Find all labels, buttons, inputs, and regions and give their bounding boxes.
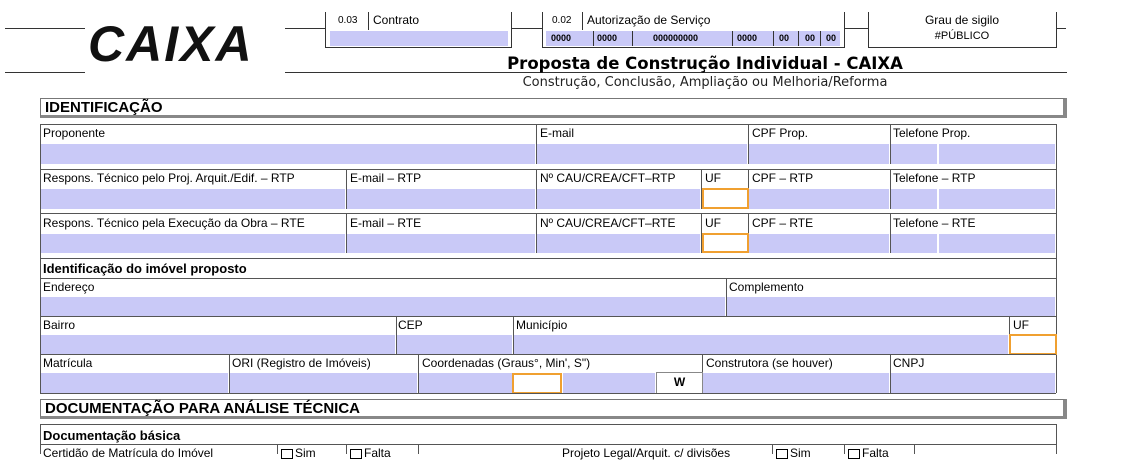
contrato-field[interactable] (330, 31, 508, 46)
uf-rtp-field[interactable] (702, 188, 749, 209)
cell-divider (772, 444, 773, 454)
uf-rte-label: UF (705, 216, 721, 230)
grau-label: Grau de sigilo (924, 13, 1000, 27)
divider (798, 31, 799, 46)
cpf-rte-label: CPF – RTE (752, 216, 814, 230)
crea-rte-field[interactable] (537, 234, 700, 253)
email-rtp-field[interactable] (347, 189, 535, 209)
cpf-rte-field[interactable] (749, 234, 889, 253)
divider (593, 31, 594, 46)
email-label: E-mail (540, 126, 575, 140)
autorizacao-digit: 0000 (551, 33, 572, 43)
sim-label: Sim (790, 446, 811, 460)
doc-item-projeto: Projeto Legal/Arquit. c/ divisões (562, 446, 731, 460)
table-border (1056, 258, 1057, 393)
falta-checkbox-2[interactable] (848, 446, 889, 460)
proponente-label: Proponente (43, 126, 106, 140)
ddd-rte-field[interactable] (891, 234, 937, 253)
rtp-label: Respons. Técnico pelo Proj. Arquit./Edif. – RTP (43, 171, 295, 185)
cpf-prop-field[interactable] (749, 144, 889, 164)
autorizacao-label: Autorização de Serviço (587, 13, 711, 27)
divider (511, 12, 512, 48)
divider (325, 47, 511, 48)
divider (368, 12, 369, 30)
header-rule (5, 72, 85, 73)
divider (773, 31, 774, 46)
crea-rte-label: Nº CAU/CREA/CFT–RTE (540, 216, 676, 230)
section-documentacao: DOCUMENTAÇÃO PARA ANÁLISE TÉCNICA (40, 399, 1067, 419)
cell-divider (418, 444, 419, 454)
municipio-label: Município (516, 318, 568, 332)
divider (844, 28, 868, 29)
uf-rtp-label: UF (705, 171, 721, 185)
divider (820, 31, 821, 46)
row-border (40, 424, 1056, 425)
telefone-prop-field[interactable] (939, 144, 1055, 164)
coordenadas-label: Coordenadas (Graus°, Min', S") (422, 356, 591, 370)
contrato-label: Contrato (373, 13, 420, 27)
contrato-code: 0.03 (338, 15, 358, 26)
doc-item-matricula: Certidão de Matrícula do Imóvel (43, 446, 214, 460)
row-border (40, 316, 1056, 317)
cep-label: CEP (398, 318, 423, 332)
cpf-rtp-field[interactable] (749, 189, 889, 209)
imovel-title: Identificação do imóvel proposto (43, 261, 247, 276)
row-border (40, 354, 1056, 355)
divider (511, 28, 542, 29)
autorizacao-digit: 000000000 (653, 33, 699, 43)
coordenadas-w-label: W (656, 372, 703, 394)
ori-field[interactable] (230, 373, 417, 393)
page-title: Proposta de Construção Individual - CAIXA (507, 54, 903, 73)
matricula-field[interactable] (41, 373, 228, 393)
row-border (40, 169, 1056, 170)
complemento-label: Complemento (729, 280, 804, 294)
autorizacao-digit: 00 (805, 33, 816, 43)
divider (542, 47, 844, 48)
divider (1056, 12, 1057, 48)
municipio-field[interactable] (514, 335, 1008, 354)
uf-imovel-field[interactable] (1009, 334, 1057, 355)
falta-checkbox[interactable] (350, 446, 391, 460)
cell-divider (346, 444, 347, 454)
sim-checkbox-2[interactable] (776, 446, 811, 460)
falta-label: Falta (862, 446, 889, 460)
divider (325, 12, 326, 48)
divider (868, 47, 1056, 48)
telefone-rtp-label: Telefone – RTP (893, 171, 976, 185)
cell-divider (914, 444, 915, 454)
autorizacao-digit: 00 (826, 33, 837, 43)
divider (582, 12, 583, 30)
endereco-label: Endereço (43, 280, 95, 294)
email-rte-field[interactable] (347, 234, 535, 253)
complemento-field[interactable] (727, 297, 1055, 316)
cnpj-label: CNPJ (893, 356, 925, 370)
row-border (40, 258, 1056, 259)
rte-field[interactable] (41, 234, 345, 253)
divider (1056, 28, 1066, 29)
crea-rtp-field[interactable] (537, 189, 700, 209)
cep-field[interactable] (397, 335, 512, 354)
divider (732, 31, 733, 46)
rte-label: Respons. Técnico pela Execução da Obra – RTE (43, 216, 305, 230)
endereco-field[interactable] (41, 297, 725, 316)
crea-rtp-label: Nº CAU/CREA/CFT–RTP (540, 171, 676, 185)
sim-checkbox[interactable] (281, 446, 316, 460)
table-border (1056, 124, 1057, 264)
bairro-label: Bairro (43, 318, 76, 332)
row-border (40, 278, 1056, 279)
coordenadas-graus-field[interactable] (419, 373, 512, 393)
cnpj-field[interactable] (891, 373, 1055, 393)
divider (844, 12, 845, 48)
header-rule (285, 28, 325, 29)
autorizacao-code: 0.02 (552, 15, 572, 26)
coordenadas-min-field[interactable] (512, 373, 562, 394)
row-border (40, 393, 1056, 394)
table-border (1056, 424, 1057, 454)
telefone-rte-label: Telefone – RTE (893, 216, 976, 230)
table-border (40, 424, 41, 454)
ddd-rtp-field[interactable] (891, 189, 937, 209)
matricula-label: Matrícula (43, 356, 93, 370)
ori-label: ORI (Registro de Imóveis) (232, 356, 371, 370)
divider (632, 31, 633, 46)
autorizacao-digit: 00 (779, 33, 790, 43)
sim-label: Sim (295, 446, 316, 460)
section-identificacao: IDENTIFICAÇÃO (40, 98, 1067, 118)
falta-label: Falta (364, 446, 391, 460)
email-rte-label: E-mail – RTE (350, 216, 422, 230)
row-border (40, 444, 1056, 445)
autorizacao-digit: 0000 (597, 33, 618, 43)
telefone-prop-label: Telefone Prop. (893, 126, 971, 140)
cpf-rtp-label: CPF – RTP (752, 171, 814, 185)
autorizacao-digit: 0000 (737, 33, 758, 43)
telefone-rte-field[interactable] (939, 234, 1055, 253)
cell-divider (844, 444, 845, 454)
divider (542, 12, 543, 48)
grau-value: #PÚBLICO (934, 30, 990, 42)
header-rule (5, 28, 85, 29)
email-field[interactable] (537, 144, 747, 164)
telefone-rtp-field[interactable] (939, 189, 1055, 209)
email-rtp-label: E-mail – RTP (350, 171, 422, 185)
construtora-field[interactable] (703, 373, 889, 393)
page-subtitle: Construção, Conclusão, Ampliação ou Melhoria/Reforma (522, 75, 888, 90)
cell-divider (277, 444, 278, 454)
proponente-field[interactable] (41, 144, 535, 164)
bairro-field[interactable] (41, 335, 395, 354)
caixa-logo: CAIXA (88, 16, 254, 72)
construtora-label: Construtora (se houver) (706, 356, 833, 370)
ddd-prop-field[interactable] (891, 144, 937, 164)
row-border (40, 213, 1056, 214)
uf-imovel-label: UF (1013, 318, 1029, 332)
uf-rte-field[interactable] (702, 233, 749, 253)
cpf-prop-label: CPF Prop. (752, 126, 809, 140)
doc-basica-title: Documentação básica (43, 428, 181, 443)
coordenadas-seg-field[interactable] (563, 373, 655, 393)
rtp-field[interactable] (41, 189, 345, 209)
row-border (40, 124, 1056, 125)
